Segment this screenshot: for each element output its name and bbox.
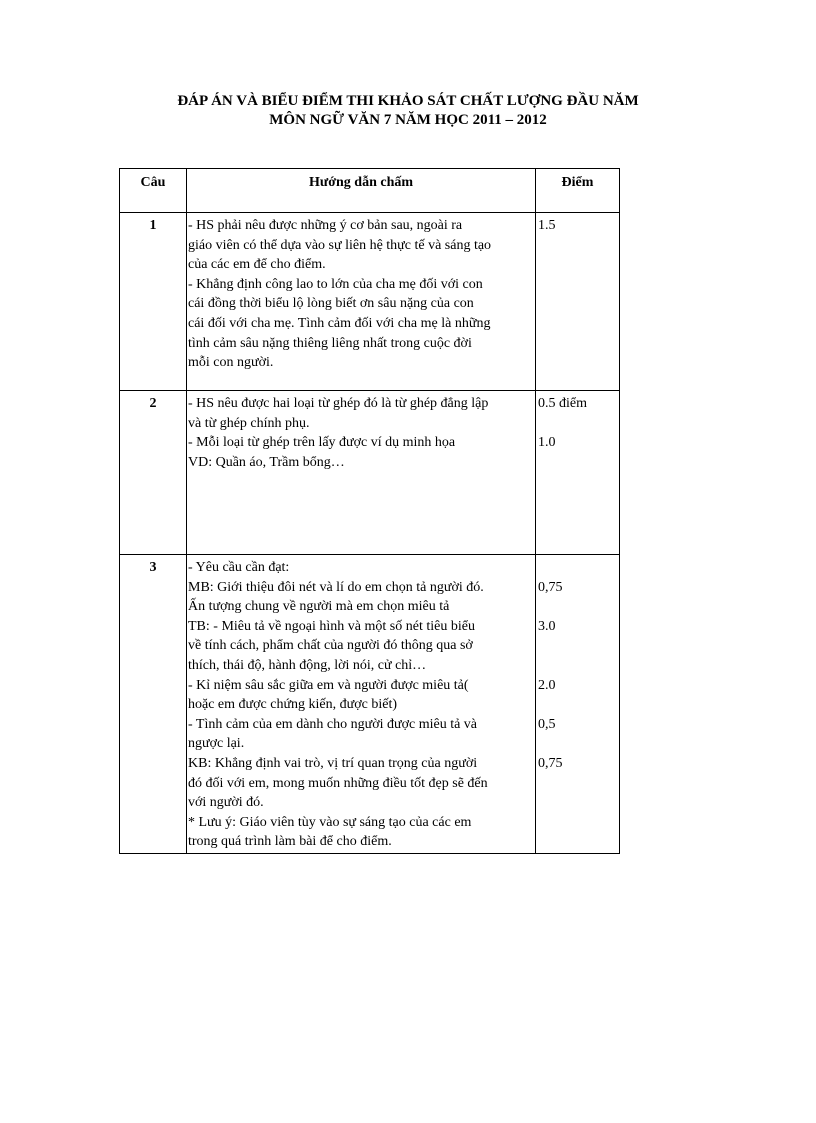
score-value: 1.0: [538, 435, 556, 451]
grading-guide: [187, 391, 536, 555]
table-row: [120, 213, 620, 391]
guide-line: với người đó.: [188, 795, 264, 811]
score-cell: [536, 555, 620, 854]
guide-line: KB: Khẳng định vai trò, vị trí quan trọng của người: [188, 755, 478, 771]
header-cau: Câu: [120, 169, 187, 213]
question-number: 1: [120, 213, 187, 391]
score-value: 0,5: [538, 716, 556, 732]
score-value: 3.0: [538, 618, 556, 634]
score-cell: [536, 213, 620, 391]
table-row: [120, 391, 620, 555]
score-value: 0.5 điểm: [538, 396, 587, 411]
guide-line: giáo viên có thể dựa vào sự liên hệ thực tế và sáng tạo: [188, 237, 492, 253]
guide-line: thích, thái độ, hành động, lời nói, cử chỉ…: [188, 657, 427, 673]
question-number: 2: [120, 391, 187, 555]
guide-line: trong quá trình làm bài để cho điểm.: [188, 834, 392, 850]
question-number: 3: [120, 555, 187, 854]
guide-line: - Yêu cầu cần đạt:: [188, 560, 290, 575]
guide-line: cái đồng thời biểu lộ lòng biết ơn sâu nặng của con: [188, 296, 474, 312]
score-value: 0,75: [538, 579, 563, 595]
guide-line: Ấn tượng chung về người mà em chọn miêu tả: [188, 599, 450, 615]
grading-guide: [187, 213, 536, 391]
score-value: 0,75: [538, 755, 563, 771]
guide-line: - HS nêu được hai loại từ ghép đó là từ ghép đẳng lập: [188, 396, 489, 411]
guide-line: MB: Giới thiệu đôi nét và lí do em chọn tả người đó.: [188, 579, 484, 595]
header-huong-dan: Hướng dẫn chấm: [187, 169, 536, 213]
score-cell: [536, 391, 620, 555]
guide-line: TB: - Miêu tả về ngoại hình và một số nét tiêu biểu: [188, 618, 475, 634]
guide-line: của các em để cho điểm.: [188, 257, 326, 273]
guide-line: và từ ghép chính phụ.: [188, 415, 310, 431]
guide-line: tình cảm sâu nặng thiêng liêng nhất trong cuộc đời: [188, 335, 472, 351]
guide-line: - Tình cảm của em dành cho người được miêu tả và: [188, 716, 478, 732]
guide-line: về tính cách, phẩm chất của người đó thông qua sở: [188, 638, 473, 654]
table-row: [120, 555, 620, 854]
score-value: 2.0: [538, 677, 556, 693]
guide-line: cái đối với cha mẹ. Tình cảm đối với cha mẹ là những: [188, 315, 491, 331]
score-value: 1.5: [538, 218, 556, 233]
guide-line: - Khẳng định công lao to lớn của cha mẹ đối với con: [188, 276, 483, 292]
guide-line: * Lưu ý: Giáo viên tùy vào sự sáng tạo của các em: [188, 814, 472, 830]
guide-line: mỗi con người.: [188, 355, 274, 371]
guide-line: đó đối với em, mong muốn những điều tốt đẹp sẽ đến: [188, 775, 488, 791]
guide-line: VD: Quần áo, Trầm bổng…: [188, 454, 345, 470]
guide-line: ngược lại.: [188, 736, 245, 752]
grading-table: [119, 168, 620, 854]
grading-guide: [187, 555, 536, 854]
guide-line: - Kỉ niệm sâu sắc giữa em và người được miêu tả(: [188, 677, 469, 693]
guide-line: - HS phải nêu được những ý cơ bản sau, ngoài ra: [188, 218, 463, 233]
table-header-row: [120, 169, 620, 213]
header-diem: Điểm: [536, 169, 620, 213]
guide-line: hoặc em được chứng kiến, được biết): [188, 697, 398, 713]
document-subtitle: MÔN NGỮ VĂN 7 NĂM HỌC 2011 – 2012: [269, 112, 547, 128]
document-title: ĐÁP ÁN VÀ BIỂU ĐIỂM THI KHẢO SÁT CHẤT LƯỢNG ĐẦU NĂM: [177, 93, 639, 109]
guide-line: - Mỗi loại từ ghép trên lấy được ví dụ minh họa: [188, 435, 456, 451]
